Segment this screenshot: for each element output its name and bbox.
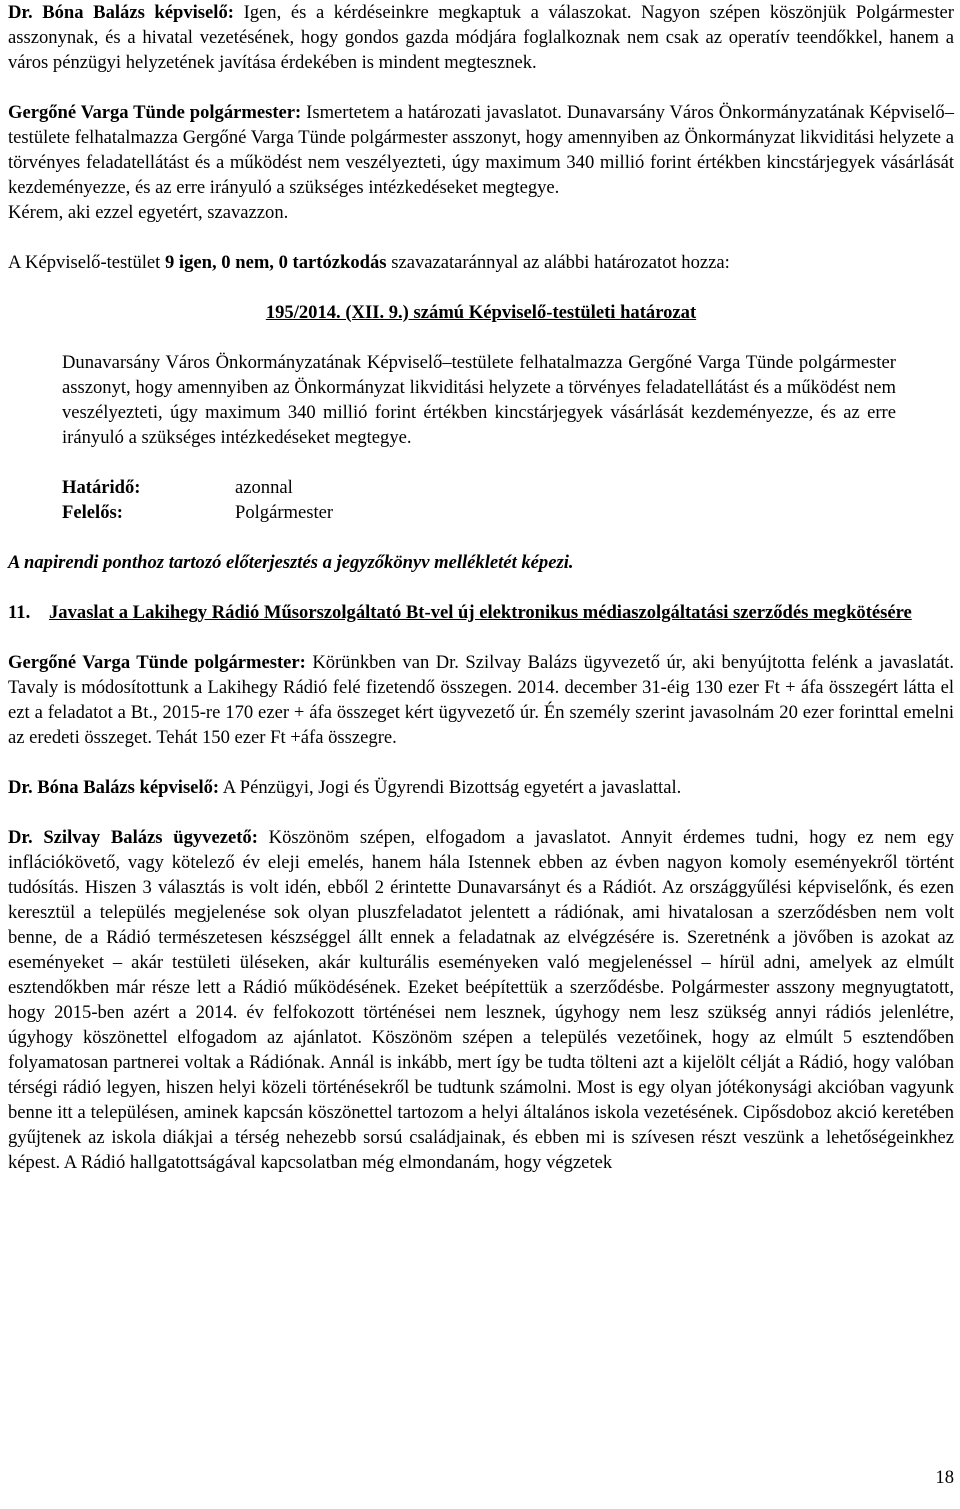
deadline-label: Határidő: — [62, 477, 141, 498]
speech-text: Igen, és a kérdéseinkre megkaptuk a válaszokat. Nagyon szépen köszönjük Polgármester asszonynak, és a hivatal vezetésének, hogy gondos gazda módjára foglalkoznak nem csak az operatív teendőkkel, hanem a város pénzügyi helyzetének javítása érdekében is mindent megtesznek. — [8, 2, 954, 73]
document-page — [8, 0, 954, 1175]
deadline-row — [62, 475, 896, 500]
vote-call: Kérem, aki ezzel egyetért, szavazzon. — [8, 202, 289, 223]
paragraph-mayor-2 — [8, 650, 954, 750]
speaker-name: Gergőné Varga Tünde polgármester: — [8, 652, 306, 673]
responsible-label: Felelős: — [62, 502, 123, 523]
speaker-name: Dr. Bóna Balázs képviselő: — [8, 777, 220, 798]
agenda-item-number: 11. — [8, 602, 31, 623]
resolution-title-wrap — [8, 300, 954, 325]
responsible-value: Polgármester — [235, 502, 334, 523]
speech-text: Körünkben van Dr. Szilvay Balázs ügyvezető úr, aki benyújtotta felénk a javaslatát. Tavaly is módosítottunk a Lakihegy Rádió felé fizetendő összegen. 2014. december 31-éig 130 ezer Ft + áfa összegért látta el ezt a feladatot a Bt., 2015-re 170 ezer + áfa összeget kért ügyvezető úr. Én személy szerint javasolnám 20 ezer forinttal emelni az eredeti összeget. Tehát 150 ezer Ft +áfa összegre. — [8, 652, 954, 748]
resolution-title: 195/2014. (XII. 9.) számú Képviselő-testületi határozat — [265, 302, 697, 323]
deadline-value: azonnal — [235, 477, 293, 498]
resolution-block — [8, 350, 954, 525]
speaker-name: Gergőné Varga Tünde polgármester: — [8, 102, 302, 123]
paragraph-szilvay — [8, 825, 954, 1175]
speech-text: Köszönöm szépen, elfogadom a javaslatot. Annyit érdemes tudni, hogy ez nem egy inflációkövető, vagy kötelező év eleji emelés, hanem hála Istennek ebben az évben nagyon komoly eseményekről történt tudósítás. Hiszen 3 választás is volt idén, ebből 2 érintette Dunavarsányt és a Rádiót. Az országgyűlési képviselőnk, és ezen keresztül a település megjelenése sok olyan pluszfeladatot jelentett a rádiónak, ami hivatalosan a szerződésben nem volt benne, de a Rádió természetesen készséggel állt ennek a feladatnak az elvégzésére is. Szeretnénk a jövőben is azokat az eseményeket – akár testületi üléseken, akár kulturális eseményeken való megjelenéssel – hírül adni, amelyek az elmúlt esztendőkben már része lett a Rádió működésének. Ezeket beépítettük a szerződésbe. Polgármester asszony megnyugtatott, hogy 2015-ben azért a 2014. év felfokozott történései nem lesznek, úgyhogy nem lesz szükség annyi rádiós jelenlétre, úgyhogy köszönettel elfogadom az ajánlatot. Köszönöm szépen a település vezetőinek, hogy az elmúlt 5 esztendőben folyamatosan partnerei voltak a Rádiónak. Annál is inkább, mert így be tudta tölteni azt a kijelölt célját a Rádió, hogy valóban térségi rádió legyen, hiszen helyi közeli történésekről be tudtunk számolni. Most is egy olyan jótékonysági akcióban vagyunk benne itt a településen, aminek kapcsán köszönettel tartozom a helyi általános iskola vezetésének. Cipősdoboz akció keretében gyűjtenek az iskola diákjai a térség nehezebb sorsú családjainak, és ebben mi is szívesen részt veszünk a lehetőségeinkhez képest. A Rádió hallgatottságával kapcsolatban még elmondanám, hogy végzetek — [8, 827, 954, 1173]
paragraph-bona-2 — [8, 775, 954, 800]
vote-result-line: A Képviselő-testület 9 igen, 0 nem, 0 tartózkodás szavazataránnyal az alábbi határozatot hozza: — [8, 252, 730, 273]
paragraph-bona-1 — [8, 0, 954, 75]
resolution-text: Dunavarsány Város Önkormányzatának Képviselő–testülete felhatalmazza Gergőné Varga Tünde polgármester asszonyt, hogy amennyiben az Önkormányzat likviditási helyzete a törvényes feladatellátást és a működést nem veszélyezteti, úgy maximum 340 millió forint értékben kincstárjegyek vásárlását kezdeményezze, és az erre irányuló a szükséges intézkedéseket megtegye. — [62, 352, 896, 448]
agenda-item-title: Javaslat a Lakihegy Rádió Műsorszolgáltató Bt-vel új elektronikus médiaszolgáltatási szerződés megkötésére — [49, 602, 912, 623]
vote-result: 9 igen, 0 nem, 0 tartózkodás — [164, 252, 387, 273]
agenda-item-11 — [8, 600, 954, 625]
speech-text: Ismertetem a határozati javaslatot. Dunavarsány Város Önkormányzatának Képviselő–testülete felhatalmazza Gergőné Varga Tünde polgármester asszonyt, hogy amennyiben az Önkormányzat likviditási helyzete a törvényes feladatellátást és a működést nem veszélyezteti, úgy maximum 340 millió forint értékben kincstárjegyek vásárlását kezdeményezze, és az erre irányuló a szükséges intézkedéseket megtegye. — [8, 102, 954, 198]
paragraph-mayor-1 — [8, 100, 954, 200]
speaker-name: Dr. Szilvay Balázs ügyvezető: — [8, 827, 258, 848]
speech-text: A Pénzügyi, Jogi és Ügyrendi Bizottság egyetért a javaslattal. — [219, 777, 682, 798]
speaker-name: Dr. Bóna Balázs képviselő: — [8, 2, 234, 23]
annex-note: A napirendi ponthoz tartozó előterjesztés a jegyzőkönyv mellékletét képezi. — [8, 552, 574, 573]
page-number: 18 — [935, 1467, 954, 1488]
responsible-row — [62, 500, 896, 525]
